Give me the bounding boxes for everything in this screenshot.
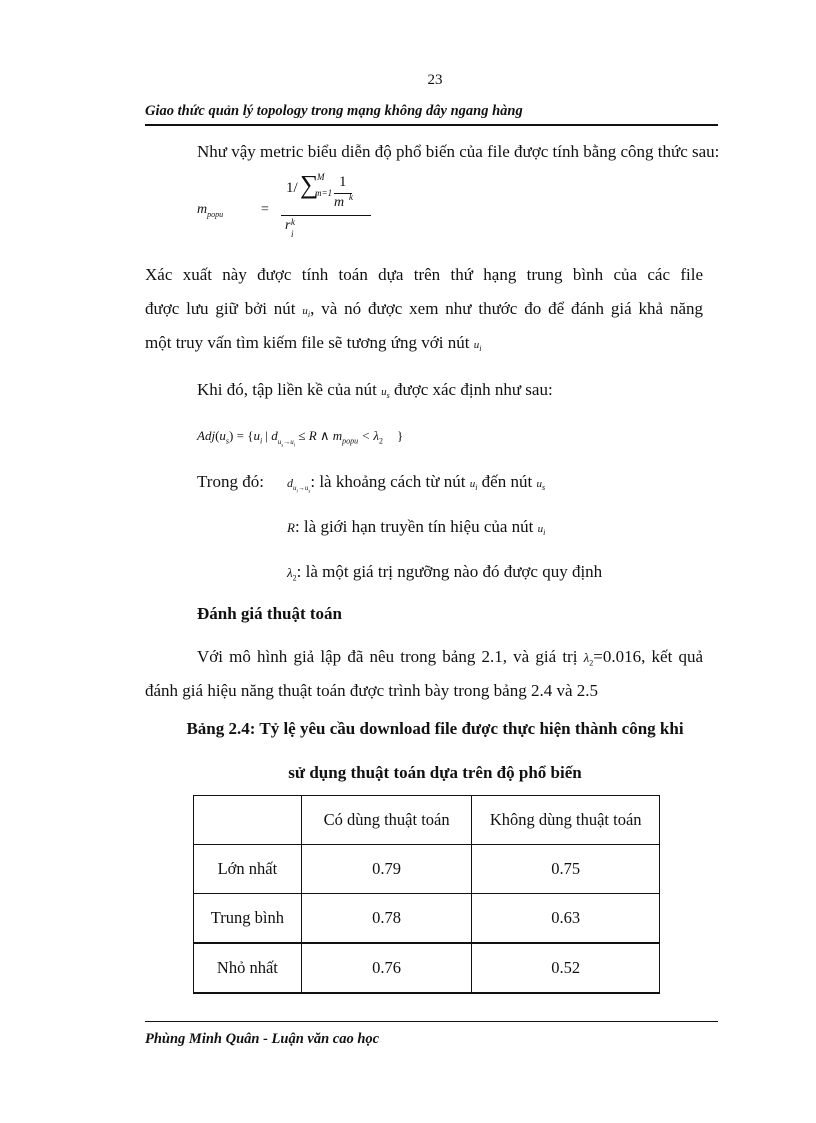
formula-le-r: ≤ R ∧ <box>295 428 333 443</box>
table-cell: 0.52 <box>472 943 660 993</box>
def-d: d <box>287 476 293 490</box>
formula-ui-sub: i <box>259 436 263 446</box>
table-caption-line1: Bảng 2.4: Tỷ lệ yêu cầu download file được thực hiện thành công khi <box>186 719 684 738</box>
formula-d-sub-u: u <box>277 437 282 446</box>
variable-u <box>302 305 311 320</box>
formula-inner-den-sup: k <box>349 192 353 202</box>
paragraph-text: được xác định như sau: <box>394 380 553 399</box>
formula-denom-r: r <box>285 218 291 233</box>
paragraph-line <box>145 299 703 319</box>
paragraph-text: được lưu giữ bởi nút <box>145 299 296 318</box>
variable-u-sub: i <box>479 344 482 354</box>
formula-lambda-sub: 2 <box>379 436 384 446</box>
table-row <box>194 943 660 993</box>
variable-u-letter: u <box>536 478 542 490</box>
def-lambda-sub: 2 <box>292 573 297 583</box>
formula-denom-sup: k <box>291 217 295 227</box>
header-rule <box>145 124 718 126</box>
def-d-sub-u: u <box>293 484 297 493</box>
variable-u-sub: i <box>475 483 478 493</box>
paragraph-line <box>197 647 703 668</box>
formula-m: m <box>332 428 343 443</box>
formula-u-sub: s <box>225 436 230 446</box>
definition-text: đến nút <box>481 472 533 491</box>
formula-paren: ( <box>215 428 220 443</box>
definition-text: : là một giá trị ngưỡng nào đó được quy định <box>296 562 603 581</box>
formula-m-sub: popu <box>342 436 359 446</box>
variable-lambda: λ <box>583 650 590 665</box>
formula-inner-den: m <box>334 195 345 210</box>
variable-u-sub: s <box>386 391 390 401</box>
formula-denom-sub: i <box>291 229 294 239</box>
formula-equals: = <box>261 202 269 217</box>
page-number: 23 <box>427 72 443 88</box>
variable-u <box>473 339 482 354</box>
table-header-row <box>194 796 660 845</box>
def-d-sub <box>293 484 311 495</box>
table-row-label: Nhỏ nhất <box>194 943 302 993</box>
def-lambda: λ <box>287 565 293 580</box>
formula-m-sub: popu <box>207 209 224 219</box>
table-header-cell: Có dùng thuật toán <box>301 796 472 845</box>
variable-u <box>536 478 546 493</box>
variable-lambda-sub: 2 <box>589 658 594 668</box>
adjacency-intro <box>197 380 553 400</box>
paragraph-line: đánh giá hiệu năng thuật toán được trình bày trong bảng 2.4 và 2.5 <box>145 681 599 700</box>
formula-d: d <box>271 428 278 443</box>
table-cell: 0.78 <box>301 894 472 944</box>
adjacency-formula <box>197 428 403 448</box>
variable-u-letter: u <box>473 339 480 351</box>
def-d-sub-s: s <box>308 489 311 495</box>
footer-rule <box>145 1021 718 1022</box>
variable-u-letter: u <box>537 523 544 535</box>
formula-sum-upper: M <box>317 172 325 182</box>
table-cell: 0.63 <box>472 894 660 944</box>
variable-u-letter: u <box>469 478 476 490</box>
formula-numer-prefix: 1/ <box>286 180 298 196</box>
def-d-arrow: →u <box>297 484 309 493</box>
table-row <box>194 845 660 894</box>
definition-threshold <box>287 562 602 583</box>
formula-close-brace: } <box>397 428 404 443</box>
formula-d-sub <box>278 438 295 446</box>
formula-inner-num: 1 <box>339 174 347 190</box>
definition-distance <box>287 472 545 495</box>
popularity-formula <box>197 168 377 248</box>
formula-sum-lower: m=1 <box>315 188 333 198</box>
formula-d-arrow: →u <box>283 437 294 446</box>
definition-range <box>287 517 545 537</box>
footer-author: Phùng Minh Quân - Luận văn cao học <box>145 1031 380 1047</box>
formula-lt-lambda: < λ <box>358 428 380 443</box>
variable-u <box>381 386 390 401</box>
variable-u-letter: u <box>381 386 387 398</box>
variable-u <box>537 523 546 538</box>
intro-paragraph: Như vậy metric biểu diễn độ phổ biến của file được tính bằng công thức sau: <box>197 142 720 161</box>
definition-text: : là khoảng cách từ nút <box>310 472 466 491</box>
where-label: Trong đó: <box>197 472 264 491</box>
def-r: R <box>287 520 295 535</box>
variable-u-sub: s <box>541 483 546 493</box>
paragraph-text: =0.016, kết quả <box>593 647 704 666</box>
formula-d-sub-s: s <box>281 442 284 448</box>
formula-adj: Adj <box>197 428 216 443</box>
variable-u-letter: u <box>302 305 308 317</box>
definition-text: : là giới hạn truyền tín hiệu của nút <box>294 517 534 536</box>
formula-main-fraction-bar <box>281 215 371 216</box>
formula-m: m <box>197 202 208 217</box>
formula-d-sub-i: i <box>293 442 296 448</box>
paragraph-text: Với mô hình giả lập đã nêu trong bảng 2.1, và giá trị <box>197 647 578 666</box>
table-header-cell <box>194 796 302 845</box>
paragraph-line <box>145 333 481 353</box>
table-header-cell: Không dùng thuật toán <box>472 796 660 845</box>
variable-u <box>469 478 478 493</box>
paragraph-text: Khi đó, tập liền kề của nút <box>197 380 377 399</box>
formula-ui: u <box>253 428 260 443</box>
table-row <box>194 894 660 944</box>
table-cell: 0.79 <box>301 845 472 894</box>
table-caption-line2: sử dụng thuật toán dựa trên độ phổ biến <box>288 763 582 782</box>
table-cell: 0.75 <box>472 845 660 894</box>
table-row-label: Lớn nhất <box>194 845 302 894</box>
def-d-sub-i: i <box>296 489 298 495</box>
paragraph-line: Xác xuất này được tính toán dựa trên thứ hạng trung bình của các file <box>145 265 703 284</box>
formula-u: u <box>219 428 226 443</box>
variable-u-sub: i <box>543 528 546 538</box>
formula-equals-brace: ) = { <box>229 428 254 443</box>
table-row-label: Trung bình <box>194 894 302 944</box>
subsection-title: Đánh giá thuật toán <box>197 604 343 623</box>
formula-sum-symbol: ∑ <box>300 170 319 199</box>
paragraph-text: , và nó được xem như thước đo để đánh giá khả năng <box>310 299 704 318</box>
paragraph-text: một truy vấn tìm kiếm file sẽ tương ứng với nút <box>145 333 470 352</box>
formula-bar: | <box>262 428 272 443</box>
running-header-title: Giao thức quản lý topology trong mạng không dây ngang hàng <box>145 103 523 119</box>
results-table <box>193 795 660 994</box>
variable-u-sub: i <box>307 310 311 320</box>
table-cell: 0.76 <box>301 943 472 993</box>
